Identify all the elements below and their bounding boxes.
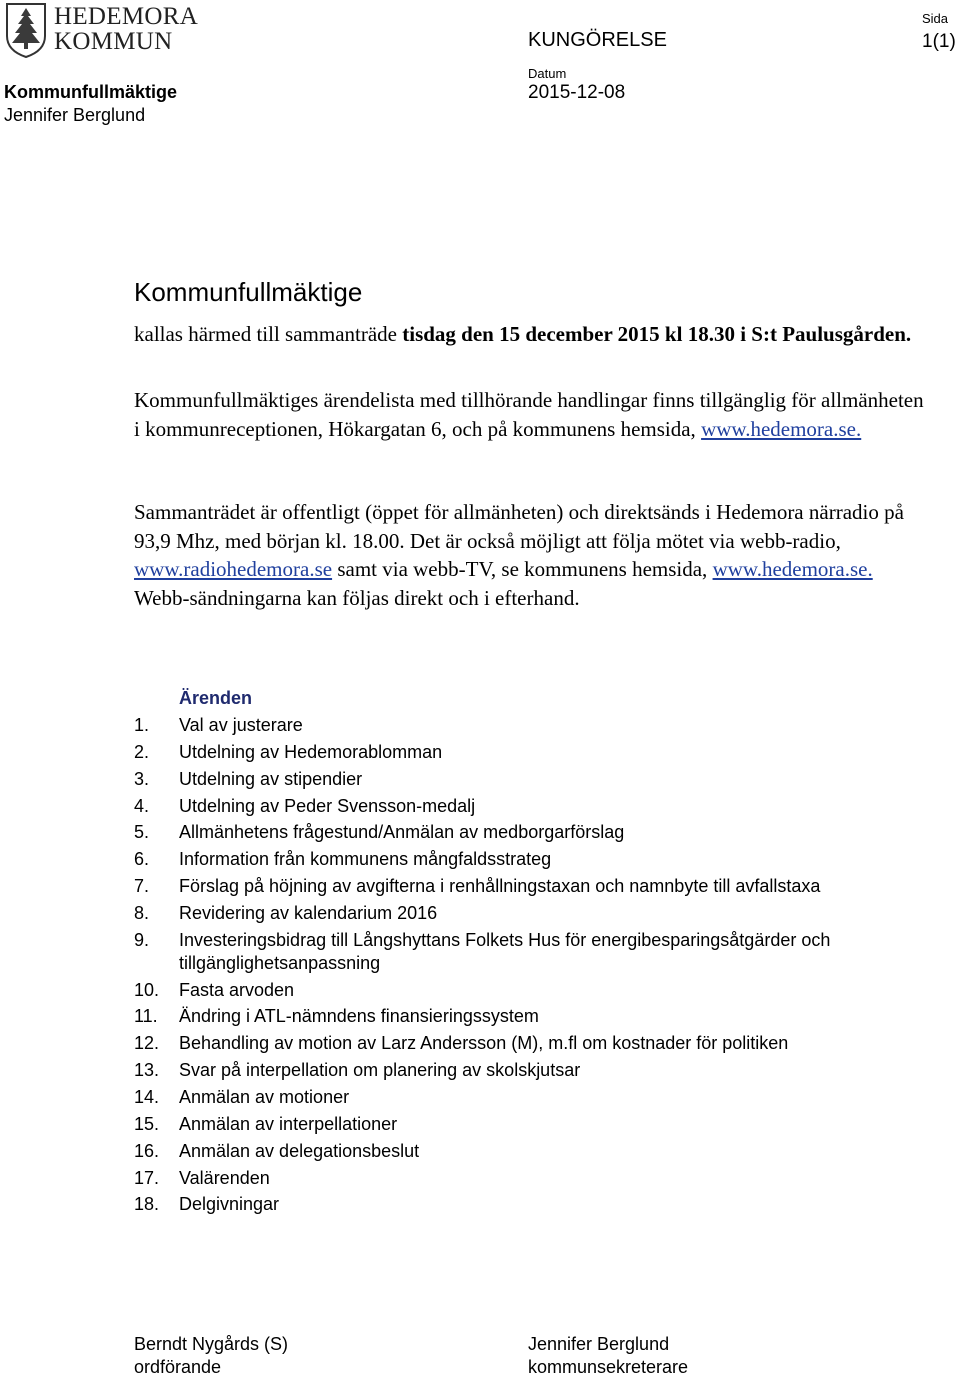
agenda-item [134, 875, 934, 898]
broadcast-text-1: Sammanträdet är offentligt (öppet för allmänheten) och direktsänds i Hedemora närradio på 93,9 Mhz, med början kl. 18.00. Det är också möjligt att följa mötet via webb-radio, [134, 500, 904, 553]
agenda-heading: Ärenden [179, 688, 253, 708]
broadcast-text-3: Webb-sändningarna kan följas direkt och i efterhand. [134, 585, 580, 610]
agenda-item [134, 1005, 934, 1028]
page-title: Kommunfullmäktige [134, 277, 363, 307]
secretary-signature [528, 1333, 688, 1379]
agenda-item [134, 714, 934, 737]
agenda-item-text: Information från kommunens mångfaldsstrateg [179, 849, 552, 870]
agenda-item [134, 821, 934, 844]
agenda-item [134, 1193, 934, 1216]
agenda-item-text: Fasta arvoden [179, 979, 295, 1000]
date-label: Datum [528, 66, 567, 81]
sender-name: Jennifer Berglund [4, 105, 146, 125]
agenda-item-number: 12. [134, 1033, 160, 1054]
agenda-item-number: 7. [134, 876, 150, 897]
agenda-item-number: 9. [134, 929, 150, 950]
agenda-item-text: Behandling av motion av Larz Andersson (M), m.fl om kostnader för politiken [179, 1033, 789, 1054]
agenda-list [134, 714, 934, 1220]
agenda-item [134, 902, 934, 925]
agenda-item-number: 8. [134, 902, 150, 923]
agenda-item-text: Allmänhetens frågestund/Anmälan av medborgarförslag [179, 822, 625, 843]
agenda-item [134, 848, 934, 871]
agenda-item-text: Utdelning av stipendier [179, 768, 363, 789]
documents-paragraph [134, 386, 924, 443]
agenda-item-text: Utdelning av Peder Svensson-medalj [179, 795, 476, 816]
agenda-item-text: Utdelning av Hedemorablomman [179, 741, 443, 762]
agenda-item [134, 741, 934, 764]
agenda-item [134, 1086, 934, 1109]
agenda-item-number: 16. [134, 1140, 160, 1161]
chairman-signature [134, 1333, 288, 1379]
page-number: 1(1) [922, 31, 956, 52]
broadcast-text-2: samt via webb-TV, se kommunens hemsida, [332, 557, 713, 581]
agenda-item-number: 5. [134, 822, 150, 843]
intro-paragraph [134, 320, 924, 349]
agenda-item-number: 14. [134, 1086, 160, 1107]
agenda-item [134, 768, 934, 791]
page-label: Sida [922, 11, 949, 26]
agenda-item-number: 6. [134, 849, 150, 870]
agenda-item-text: Val av justerare [179, 715, 303, 735]
logo-line2: KOMMUN [54, 28, 173, 55]
website-link-2[interactable]: www.hedemora.se. [712, 557, 873, 581]
radio-link[interactable]: www.radiohedemora.se [134, 557, 333, 581]
agenda-item [134, 929, 934, 975]
secretary-name: Jennifer Berglund [528, 1334, 670, 1354]
agenda-item [134, 1059, 934, 1082]
agenda-item-number: 13. [134, 1060, 160, 1081]
agenda-item [134, 1167, 934, 1190]
chairman-name: Berndt Nygårds (S) [134, 1334, 289, 1354]
chairman-role: ordförande [134, 1357, 222, 1377]
agenda-item-number: 18. [134, 1194, 160, 1215]
agenda-item [134, 1113, 934, 1136]
agenda-item-number: 3. [134, 768, 150, 789]
date-value: 2015-12-08 [528, 82, 626, 103]
broadcast-paragraph [134, 498, 924, 612]
agenda-item-number: 1. [134, 715, 150, 735]
agenda-item-number: 4. [134, 795, 150, 816]
spruce-tree-shield-icon [4, 2, 48, 58]
logo-line1: HEDEMORA [54, 3, 199, 30]
agenda-item-text: Valärenden [179, 1167, 270, 1188]
agenda-item-text: Anmälan av delegationsbeslut [179, 1140, 420, 1161]
agenda-item [134, 795, 934, 818]
website-link[interactable]: www.hedemora.se. [701, 416, 862, 441]
agenda-item [134, 1140, 934, 1163]
agenda-item-text: Anmälan av interpellationer [179, 1113, 398, 1134]
agenda-item [134, 1032, 934, 1055]
agenda-item-number: 17. [134, 1167, 160, 1188]
municipality-logo [4, 2, 199, 60]
agenda-item-text: Delgivningar [179, 1194, 280, 1215]
agenda-item-number: 11. [134, 1006, 158, 1027]
intro-text: kallas härmed till sammanträde [134, 322, 403, 346]
agenda-item-text: Anmälan av motioner [179, 1086, 350, 1107]
meeting-time-place: tisdag den 15 december 2015 kl 18.30 i S:t Paulusgården. [402, 322, 912, 346]
agenda-item-number: 15. [134, 1113, 160, 1134]
agenda-item-text: Ändring i ATL-nämndens finansieringssystem [179, 1006, 539, 1027]
sender-organization: Kommunfullmäktige [4, 82, 178, 102]
agenda-item-number: 10. [134, 979, 160, 1000]
documents-text: Kommunfullmäktiges ärendelista med tillhörande handlingar finns tillgänglig för allmänheten i kommunreceptionen, Hökargatan 6, och på kommunens hemsida, [134, 388, 924, 441]
agenda-item-number: 2. [134, 741, 150, 762]
agenda-item-text: Förslag på höjning av avgifterna i renhållningstaxan och namnbyte till avfallstaxa [179, 876, 821, 897]
agenda-item-text: Revidering av kalendarium 2016 [179, 902, 438, 923]
agenda-item-text: Svar på interpellation om planering av skolskjutsar [179, 1060, 581, 1081]
agenda-item [134, 979, 934, 1002]
document-type: KUNGÖRELSE [528, 29, 667, 51]
agenda-item-text: Investeringsbidrag till Långshyttans Folkets Hus för energibesparingsåtgärder och tillgänglighetsanpassning [179, 929, 831, 973]
secretary-role: kommunsekreterare [528, 1357, 689, 1377]
